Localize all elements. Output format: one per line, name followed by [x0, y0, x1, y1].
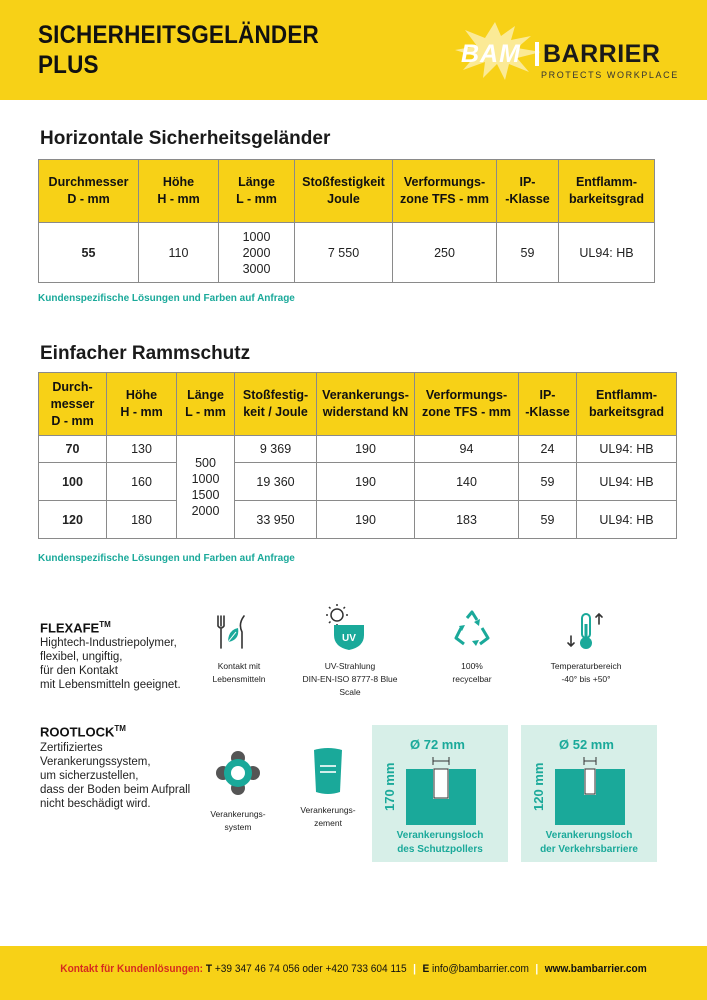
cell-height: 160: [107, 463, 177, 501]
diagram-hole-graphic: [406, 755, 476, 825]
footer-web-link[interactable]: www.bambarrier.com: [544, 963, 647, 975]
diagram-depth: 170 mm: [382, 762, 397, 811]
footer-separator: |: [535, 963, 539, 975]
ram-note: Kundenspezifische Lösungen und Farben auf Anfrage: [38, 553, 295, 564]
diagram-hole-graphic: [555, 755, 625, 825]
logo-bam-text: BAM: [461, 40, 521, 68]
cell-length: 500 1000 1500 2000: [177, 436, 235, 539]
page-footer: [0, 946, 707, 1000]
header-anchor: Verankerungs- widerstand kN: [317, 373, 415, 436]
anchor-system-label: Verankerungs- system: [210, 809, 266, 832]
uv-label: UV-Strahlung DIN-EN-ISO 8777-8 Blue Scale: [302, 661, 398, 697]
diagram-diameter: Ø 72 mm: [410, 737, 465, 752]
ram-section-title: Einfacher Rammschutz: [40, 343, 251, 364]
table-row: [39, 436, 677, 463]
ram-spec-table: [38, 372, 677, 539]
food-contact-icon: [212, 612, 252, 652]
cell-anchor: 190: [317, 501, 415, 539]
anchor-hole-diagram-bollard: [372, 725, 508, 862]
diagram-diameter: Ø 52 mm: [559, 737, 614, 752]
cell-flammability: UL94: HB: [577, 436, 677, 463]
horizontal-section-title: Horizontale Sicherheitsgeländer: [40, 128, 331, 149]
cell-flammability: UL94: HB: [577, 501, 677, 539]
footer-lead: Kontakt für Kundenlösungen:: [60, 963, 204, 975]
cell-flammability: UL94: HB: [559, 223, 655, 283]
cell-ip: 59: [519, 501, 577, 539]
cell-flammability: UL94: HB: [577, 463, 677, 501]
uv-icon: [322, 603, 368, 651]
footer-phone[interactable]: +39 347 46 74 056 oder +420 733 604 115: [214, 963, 407, 975]
header-ip: IP- -Klasse: [519, 373, 577, 436]
table-row: [39, 501, 677, 539]
cell-impact: 33 950: [235, 501, 317, 539]
logo-tagline: PROTECTS WORKPLACE: [541, 70, 679, 80]
flexafe-description: Hightech-Industriepolymer, flexibel, ungiftig, für den Kontakt mit Lebensmitteln geeignet.: [40, 637, 181, 691]
footer-email-label: E: [422, 963, 430, 975]
header-flammability: Entflamm- barkeitsgrad: [577, 373, 677, 436]
page-title-line-1: SICHERHEITSGELÄNDER: [38, 21, 319, 49]
page-title: [38, 20, 319, 80]
cell-ip: 24: [519, 436, 577, 463]
header-length: Länge L - mm: [177, 373, 235, 436]
thermometer-label: Temperaturbereich -40° bis +50°: [550, 661, 622, 684]
anchor-cement-label: Verankerungs- zement: [300, 805, 356, 828]
header-impact: Stoßfestig- keit / Joule: [235, 373, 317, 436]
table-header-row: [39, 373, 677, 436]
cell-ip: 59: [497, 223, 559, 283]
logo-barrier-text: BARRIER: [543, 40, 661, 68]
footer-email-link[interactable]: info@bambarrier.com: [432, 963, 529, 975]
logo-separator: [535, 42, 539, 66]
thermometer-icon: [565, 610, 605, 652]
uv-badge-text: UV: [342, 633, 356, 644]
bam-barrier-logo: [455, 20, 677, 82]
table-row: [39, 223, 655, 283]
cell-diameter: 100: [39, 463, 107, 501]
cell-ip: 59: [519, 463, 577, 501]
header-flammability: Entflamm- barkeitsgrad: [559, 160, 655, 223]
cell-diameter: 70: [39, 436, 107, 463]
footer-contact-line: [28, 963, 678, 975]
cell-diameter: 120: [39, 501, 107, 539]
diagram-caption: Verankerungsloch des Schutzpollers: [396, 830, 484, 855]
cell-anchor: 190: [317, 436, 415, 463]
header-height: Höhe H - mm: [107, 373, 177, 436]
cell-deformation: 94: [415, 436, 519, 463]
cell-impact: 9 369: [235, 436, 317, 463]
cell-deformation: 250: [393, 223, 497, 283]
cell-diameter: 55: [39, 223, 139, 283]
flexafe-title: FLEXAFE™: [40, 620, 111, 636]
horizontal-spec-table: [38, 159, 655, 283]
recycle-icon: [452, 610, 492, 650]
header-length: Länge L - mm: [219, 160, 295, 223]
diagram-depth: 120 mm: [531, 762, 546, 811]
cell-deformation: 183: [415, 501, 519, 539]
table-header-row: [39, 160, 655, 223]
page-title-line-2: PLUS: [38, 51, 99, 79]
anchor-system-icon: [215, 750, 261, 796]
header-diameter: Durchmesser D - mm: [39, 160, 139, 223]
horizontal-note: Kundenspezifische Lösungen und Farben auf Anfrage: [38, 293, 295, 304]
recycle-label: 100% recycelbar: [452, 661, 492, 684]
header-ip: IP- -Klasse: [497, 160, 559, 223]
cell-height: 110: [139, 223, 219, 283]
cell-height: 180: [107, 501, 177, 539]
footer-phone-label: T: [205, 963, 213, 975]
cell-anchor: 190: [317, 463, 415, 501]
rootlock-description: Zertifiziertes Verankerungssystem, um sicherzustellen, dass der Boden beim Aufprall nicht beschädigt wird.: [40, 742, 191, 810]
cell-length: 1000 2000 3000: [219, 223, 295, 283]
food-contact-label: Kontakt mit Lebensmitteln: [212, 661, 266, 684]
cell-impact: 7 550: [295, 223, 393, 283]
header-impact: Stoßfestigkeit Joule: [295, 160, 393, 223]
cell-impact: 19 360: [235, 463, 317, 501]
rootlock-title: ROOTLOCK™: [40, 724, 126, 740]
header-height: Höhe H - mm: [139, 160, 219, 223]
header-diameter: Durch- messer D - mm: [39, 373, 107, 436]
diagram-caption: Verankerungsloch der Verkehrsbarriere: [540, 830, 638, 855]
header-deformation: Verformungs- zone TFS - mm: [415, 373, 519, 436]
cell-deformation: 140: [415, 463, 519, 501]
header-deformation: Verformungs- zone TFS - mm: [393, 160, 497, 223]
table-row: [39, 463, 677, 501]
anchor-cement-icon: [310, 746, 346, 796]
footer-separator: |: [413, 963, 416, 975]
page-header: [0, 0, 707, 100]
cell-height: 130: [107, 436, 177, 463]
anchor-hole-diagram-barrier: [521, 725, 657, 862]
